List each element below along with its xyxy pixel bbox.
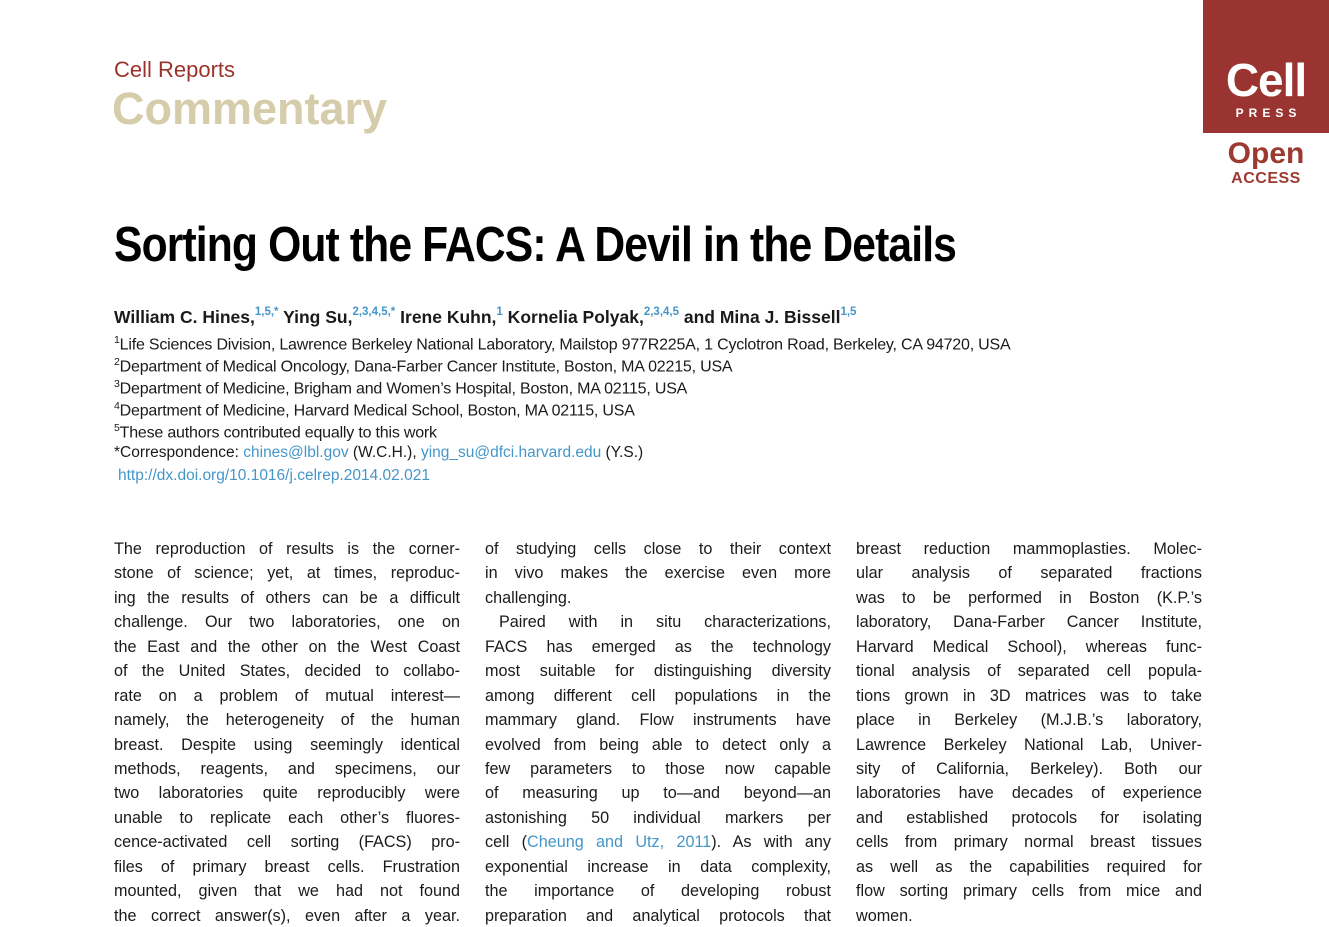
body-line <box>856 830 1202 854</box>
body-line <box>114 733 460 757</box>
text-segment: FACS has emerged as the technology <box>485 637 831 656</box>
body-column-1 <box>114 537 460 927</box>
text-segment: unable to replicate each other’s fluores- <box>114 808 460 827</box>
text-segment: tions grown in 3D matrices was to take <box>856 686 1202 705</box>
author-affiliation-superscript: 1 <box>496 306 503 319</box>
affiliation-line <box>114 400 1010 422</box>
affiliation-text: Department of Medicine, Harvard Medical School, Boston, MA 02115, USA <box>119 402 635 420</box>
text-segment: breast reduction mammoplasties. Molec- <box>856 540 1202 558</box>
body-line <box>114 855 460 879</box>
text-segment: namely, the heterogeneity of the human <box>114 711 460 730</box>
body-line <box>485 635 831 659</box>
affiliation-text: Department of Medical Oncology, Dana-Farber Cancer Institute, Boston, MA 02215, USA <box>119 358 733 376</box>
text-segment: of the United States, decided to collabo- <box>114 662 460 681</box>
body-line <box>114 586 460 610</box>
body-line <box>114 659 460 683</box>
body-line <box>856 659 1202 683</box>
text-segment: the East and the other on the West Coast <box>114 637 460 656</box>
body-line <box>485 684 831 708</box>
body-line <box>856 610 1202 634</box>
text-segment: cell ( <box>485 833 527 852</box>
text-segment: Harvard Medical School), whereas func- <box>856 637 1202 656</box>
author-affiliation-superscript: 2,3,4,5,* <box>352 306 396 319</box>
correspondence-line <box>114 444 643 462</box>
text-segment: files of primary breast cells. Frustration <box>114 857 460 876</box>
text-segment: flow sorting primary cells from mice and <box>856 882 1202 901</box>
text-segment: methods, reagents, and specimens, our <box>114 759 460 778</box>
body-line <box>485 879 831 903</box>
body-line <box>856 806 1202 830</box>
text-segment: laboratories have decades of experience <box>856 784 1202 803</box>
body-line <box>856 708 1202 732</box>
body-column-2 <box>485 537 831 927</box>
text-segment: in vivo makes the exercise even more <box>485 564 831 583</box>
text-segment: laboratory, Dana-Farber Cancer Institute, <box>856 613 1202 632</box>
body-line <box>856 904 1202 927</box>
author-affiliation-superscript: 1,5,* <box>254 306 279 319</box>
affiliations-block <box>114 334 1010 444</box>
author-affiliation-superscript: 2,3,4,5 <box>643 306 680 319</box>
text-segment: of measuring up to—and beyond—an <box>485 784 831 803</box>
body-line <box>114 781 460 805</box>
body-line <box>485 586 831 610</box>
text-segment: the correct answer(s), even after a year. <box>114 906 460 925</box>
text-segment: Lawrence Berkeley National Lab, Univer- <box>856 735 1202 754</box>
body-line <box>485 610 831 634</box>
affiliation-line <box>114 334 1010 356</box>
text-segment: astonishing 50 individual markers per <box>485 808 831 827</box>
body-line <box>485 830 831 854</box>
text-segment: mounted, given that we had not found <box>114 882 460 901</box>
text-segment: ular analysis of separated fractions <box>856 564 1202 583</box>
body-line <box>485 904 831 927</box>
text-segment: challenging. <box>485 588 572 607</box>
body-line <box>485 806 831 830</box>
body-line <box>114 904 460 927</box>
body-line <box>485 855 831 879</box>
body-line <box>485 561 831 585</box>
text-segment: place in Berkeley (M.J.B.’s laboratory, <box>856 711 1202 730</box>
text-segment: cence-activated cell sorting (FACS) pro- <box>114 833 460 852</box>
body-line <box>856 733 1202 757</box>
text-segment: rate on a problem of mutual interest— <box>114 686 460 705</box>
correspondence-initials-1: (W.C.H.), <box>348 444 421 461</box>
correspondence-label: *Correspondence: <box>114 444 244 461</box>
affiliation-text: Life Sciences Division, Lawrence Berkeley National Laboratory, Mailstop 977R225A, 1 Cyclotron Road, Berkeley, CA 94720, USA <box>119 336 1011 354</box>
body-line <box>114 610 460 634</box>
body-line <box>114 830 460 854</box>
author-name: Kornelia Polyak, <box>502 307 644 327</box>
article-type-heading: Commentary <box>112 83 388 134</box>
article-title: Sorting Out the FACS: A Devil in the Details <box>114 218 957 272</box>
text-segment: stone of science; yet, at times, reproduc- <box>114 564 460 583</box>
text-segment: mammary gland. Flow instruments have <box>485 711 831 730</box>
author-name: and Mina J. Bissell <box>679 307 841 327</box>
text-segment: two laboratories quite reproducibly were <box>114 784 460 803</box>
body-line <box>114 684 460 708</box>
journal-name: Cell Reports <box>114 57 236 82</box>
affiliation-superscript: 4 <box>114 400 120 412</box>
body-line <box>856 781 1202 805</box>
text-segment: few parameters to those now capable <box>485 759 831 778</box>
text-segment: preparation and analytical protocols that <box>485 906 831 925</box>
text-segment: cells from primary normal breast tissues <box>856 833 1202 852</box>
text-segment: exponential increase in data complexity, <box>485 857 831 876</box>
affiliation-text: Department of Medicine, Brigham and Women’s Hospital, Boston, MA 02115, USA <box>119 380 688 398</box>
body-line <box>856 635 1202 659</box>
citation-link[interactable]: Cheung and Utz, 2011 <box>527 833 712 852</box>
body-line <box>485 733 831 757</box>
affiliation-superscript: 1 <box>114 334 120 346</box>
text-segment: sity of California, Berkeley). Both our <box>856 759 1202 778</box>
body-line <box>856 684 1202 708</box>
text-segment: the importance of developing robust <box>485 882 831 901</box>
affiliation-superscript: 5 <box>114 422 120 434</box>
author-byline <box>114 307 856 328</box>
affiliation-text: These authors contributed equally to this work <box>119 424 437 442</box>
correspondence-initials-2: (Y.S.) <box>601 444 644 461</box>
text-segment: challenge. Our two laboratories, one on <box>114 613 460 632</box>
body-column-3 <box>856 537 1202 927</box>
affiliation-superscript: 3 <box>114 378 120 390</box>
open-access-access-label: ACCESS <box>1231 170 1301 187</box>
body-line <box>485 659 831 683</box>
author-name: William C. Hines, <box>114 307 255 327</box>
body-line <box>114 635 460 659</box>
body-line <box>485 757 831 781</box>
affiliation-superscript: 2 <box>114 356 120 368</box>
text-segment: evolved from being able to detect only a <box>485 735 831 754</box>
author-name: Irene Kuhn, <box>395 307 497 327</box>
cell-press-logo-press-label: PRESS <box>1235 106 1302 120</box>
body-line <box>114 537 460 561</box>
cell-press-logo-wordmark: Cell <box>1225 54 1307 106</box>
text-segment: of studying cells close to their context <box>485 540 831 558</box>
affiliation-line <box>114 356 1010 378</box>
body-line <box>856 586 1202 610</box>
body-line <box>114 806 460 830</box>
text-segment: was to be performed in Boston (K.P.’s <box>856 588 1202 607</box>
body-line <box>114 561 460 585</box>
body-line <box>485 781 831 805</box>
body-line <box>485 537 831 561</box>
text-segment: women. <box>856 906 913 925</box>
text-segment: tional analysis of separated cell popula- <box>856 662 1202 681</box>
text-segment: breast. Despite using seemingly identical <box>114 735 460 754</box>
doi-link[interactable]: http://dx.doi.org/10.1016/j.celrep.2014.02.021 <box>118 467 430 484</box>
open-access-open-label: Open <box>1227 137 1305 170</box>
text-segment: ing the results of others can be a difficult <box>114 588 460 607</box>
body-line <box>114 708 460 732</box>
affiliation-line <box>114 378 1010 400</box>
body-line <box>114 757 460 781</box>
body-line <box>856 757 1202 781</box>
body-text <box>114 537 1202 927</box>
text-segment: ). As with any <box>711 833 831 852</box>
author-affiliation-superscript: 1,5 <box>840 306 857 319</box>
text-segment: Paired with in situ characterizations, <box>499 613 831 632</box>
text-segment: The reproduction of results is the corner- <box>114 540 460 558</box>
cell-press-logo <box>1203 0 1329 133</box>
body-line <box>485 708 831 732</box>
author-name: Ying Su, <box>278 307 353 327</box>
text-segment: among different cell populations in the <box>485 686 831 705</box>
text-segment: and established protocols for isolating <box>856 808 1202 827</box>
open-access-badge <box>1203 138 1329 188</box>
affiliation-line <box>114 422 1010 444</box>
text-segment: most suitable for distinguishing diversity <box>485 662 831 681</box>
body-line <box>856 879 1202 903</box>
body-line <box>856 537 1202 561</box>
text-segment: as well as the capabilities required for <box>856 857 1202 876</box>
body-line <box>114 879 460 903</box>
email-link[interactable]: chines@lbl.gov <box>243 444 349 461</box>
email-link[interactable]: ying_su@dfci.harvard.edu <box>420 444 602 461</box>
body-line <box>856 561 1202 585</box>
body-line <box>856 855 1202 879</box>
